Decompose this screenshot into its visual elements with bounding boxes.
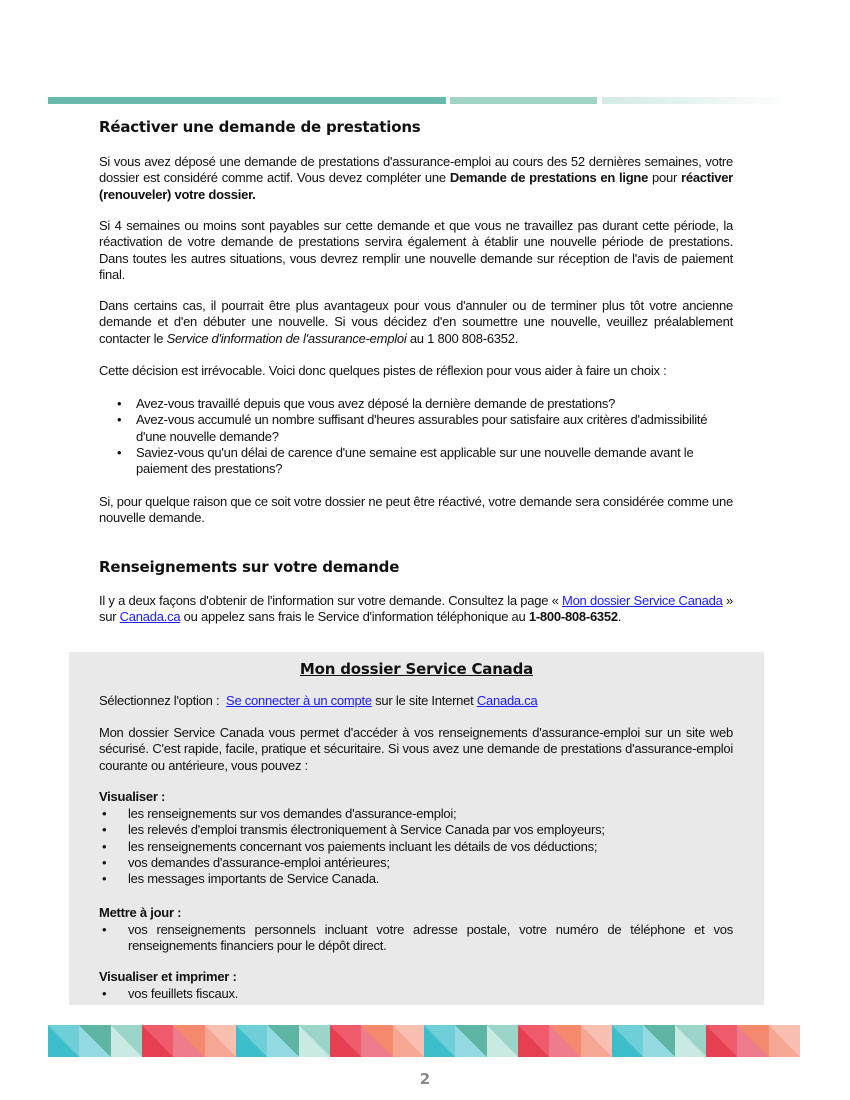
list-item-text: vos demandes d'assurance-emploi antérieures; xyxy=(128,854,390,870)
text: sur le site Internet xyxy=(371,693,477,708)
triangle-tile xyxy=(643,1025,674,1057)
list-item-text: les renseignements concernant vos paiements incluant les détails de vos déductions; xyxy=(128,838,598,854)
triangle-tile xyxy=(424,1025,455,1057)
triangle-tile xyxy=(330,1025,361,1057)
list-item xyxy=(117,396,716,412)
list-item-text: les renseignements sur vos demandes d'assurance-emploi; xyxy=(128,806,457,821)
list-item-text: les relevés d'emploi transmis électroniquement à Service Canada par vos employeurs; xyxy=(128,822,605,838)
bullet-icon: • xyxy=(117,396,122,411)
header-bar-segment-1 xyxy=(48,97,446,104)
triangle-tile xyxy=(769,1025,800,1057)
list-item xyxy=(117,444,716,478)
bullet-icon: • xyxy=(102,806,107,821)
triangle-tile xyxy=(299,1025,330,1057)
bullet-icon: • xyxy=(102,854,107,870)
list-item-text: Saviez-vous qu'un délai de carence d'une semaine est applicable sur une nouvelle demande avant le paiement des prestations? xyxy=(136,444,694,477)
link-canada-ca[interactable]: Canada.ca xyxy=(119,609,181,625)
list-item xyxy=(117,412,716,445)
text: ou appelez sans frais le Service d'information téléphonique au xyxy=(180,609,529,625)
link-se-connecter[interactable]: Se connecter à un compte xyxy=(226,693,372,708)
paragraph-avantageux xyxy=(99,298,733,347)
link-mon-dossier-service-canada[interactable]: Mon dossier Service Canada xyxy=(562,593,723,608)
label-visualiser: Visualiser : xyxy=(99,789,166,804)
page-number: 2 xyxy=(419,1070,431,1088)
triangle-tile xyxy=(393,1025,424,1057)
section-title-reactiver: Réactiver une demande de prestations xyxy=(99,118,421,136)
triangle-tile xyxy=(675,1025,706,1057)
bullet-icon: • xyxy=(102,922,107,937)
paragraph-nouvelle-demande: Si, pour quelque raison que ce soit votre dossier ne peut être réactivé, votre demande sera considérée comme une nouvelle demande. xyxy=(99,494,733,526)
italic-service-information: Service d'information de l'assurance-emploi xyxy=(166,330,407,346)
bold-demande-en-ligne: Demande de prestations en ligne xyxy=(449,170,649,186)
header-bar-segment-3 xyxy=(602,97,792,104)
box-intro-paragraph: Mon dossier Service Canada vous permet d'accéder à vos renseignements d'assurance-emploi sur un site web sécurisé. C'est rapide, facile, pratique et sécuritaire. Si vous avez une demande de prestations d'assurance-emploi courante ou antérieure, vous pouvez : xyxy=(99,725,733,773)
reflection-bullet-list xyxy=(117,396,716,477)
list-item-text: vos renseignements personnels incluant votre adresse postale, votre numéro de téléphone et vos renseignements financiers pour le dépôt direct. xyxy=(128,922,733,954)
link-canada-ca-box[interactable]: Canada.ca xyxy=(476,693,538,708)
bold-reactiver-dossier: réactiver (renouveler) votre dossier. xyxy=(99,170,733,202)
label-mettre-a-jour: Mettre à jour : xyxy=(99,905,182,920)
footer-triangle-pattern xyxy=(48,1025,800,1057)
triangle-tile xyxy=(142,1025,173,1057)
bullet-icon: • xyxy=(117,412,122,428)
mon-dossier-info-box xyxy=(69,652,764,1005)
paragraph-semaines-payables: Si 4 semaines ou moins sont payables sur cette demande et que vous ne travaillez pas durant cette période, la réactivation de votre demande de prestations servira également à établir une nouvelle période de prestations. Dans toutes les autres situations, vous devrez remplir une nouvelle demande sur réception de l'avis de paiement final. xyxy=(99,218,733,282)
paragraph-deux-facons xyxy=(99,593,733,626)
box-title: Mon dossier Service Canada xyxy=(299,660,534,678)
bullet-icon: • xyxy=(102,822,107,838)
triangle-tile xyxy=(518,1025,549,1057)
text: Si vous avez déposé une demande de prestations d'assurance-emploi au cours des 52 dernières semaines, votre dossier est considéré comme actif. Vous devez compléter une xyxy=(99,154,733,186)
list-item xyxy=(102,986,733,1002)
bullet-icon: • xyxy=(117,444,122,460)
list-item xyxy=(102,922,733,955)
list-item-text: Avez-vous accumulé un nombre suffisant d'heures assurables pour satisfaire aux critères d'admissibilité d'une nouvelle demande? xyxy=(136,412,708,444)
triangle-tile xyxy=(236,1025,267,1057)
triangle-tile xyxy=(361,1025,392,1057)
text: Il y a deux façons d'obtenir de l'information sur votre demande. Consultez la page « xyxy=(99,593,562,608)
triangle-tile xyxy=(79,1025,110,1057)
triangle-tile xyxy=(455,1025,486,1057)
triangle-tile xyxy=(111,1025,142,1057)
mettre-a-jour-list xyxy=(102,922,733,955)
label-visualiser-imprimer: Visualiser et imprimer : xyxy=(99,969,237,984)
paragraph-decision-irrevocable: Cette décision est irrévocable. Voici donc quelques pistes de réflexion pour vous aider à faire un choix : xyxy=(99,363,667,378)
triangle-tile xyxy=(487,1025,518,1057)
triangle-tile xyxy=(737,1025,768,1057)
list-item xyxy=(102,838,738,855)
list-item xyxy=(102,854,738,871)
list-item-text: Avez-vous travaillé depuis que vous avez déposé la dernière demande de prestations? xyxy=(136,396,616,411)
text: au 1 800 808-6352. xyxy=(406,330,519,346)
text: pour xyxy=(648,170,682,186)
list-item xyxy=(102,806,738,822)
text: Dans certains cas, il pourrait être plus avantageux pour vous d'annuler ou de terminer plus tôt votre ancienne demande et d'en débuter une nouvelle. Si vous décidez d'en soumettre une nouvelle, veuillez préalablement contacter le xyxy=(99,298,733,346)
list-item xyxy=(102,871,738,887)
bullet-icon: • xyxy=(102,871,107,887)
triangle-tile xyxy=(267,1025,298,1057)
paragraph-reactiver-intro xyxy=(99,154,733,203)
section-title-renseignements: Renseignements sur votre demande xyxy=(99,558,400,576)
triangle-tile xyxy=(706,1025,737,1057)
triangle-tile xyxy=(549,1025,580,1057)
bullet-icon: • xyxy=(102,838,107,854)
text: Sélectionnez l'option : xyxy=(99,693,227,708)
list-item-text: les messages importants de Service Canada. xyxy=(128,871,380,887)
triangle-tile xyxy=(205,1025,236,1057)
triangle-tile xyxy=(48,1025,79,1057)
text: » sur xyxy=(99,593,734,625)
select-option-line xyxy=(99,693,733,709)
triangle-tile xyxy=(173,1025,204,1057)
text: . xyxy=(617,609,622,625)
list-item-text: vos feuillets fiscaux. xyxy=(128,986,239,1001)
header-bar-segment-2 xyxy=(450,97,597,104)
bullet-icon: • xyxy=(102,986,107,1001)
list-item xyxy=(102,822,738,838)
triangle-tile xyxy=(581,1025,612,1057)
visualiser-imprimer-list xyxy=(102,986,733,1002)
triangle-tile xyxy=(612,1025,643,1057)
visualiser-list xyxy=(102,806,738,887)
bold-phone-number: 1-800-808-6352 xyxy=(528,609,618,625)
